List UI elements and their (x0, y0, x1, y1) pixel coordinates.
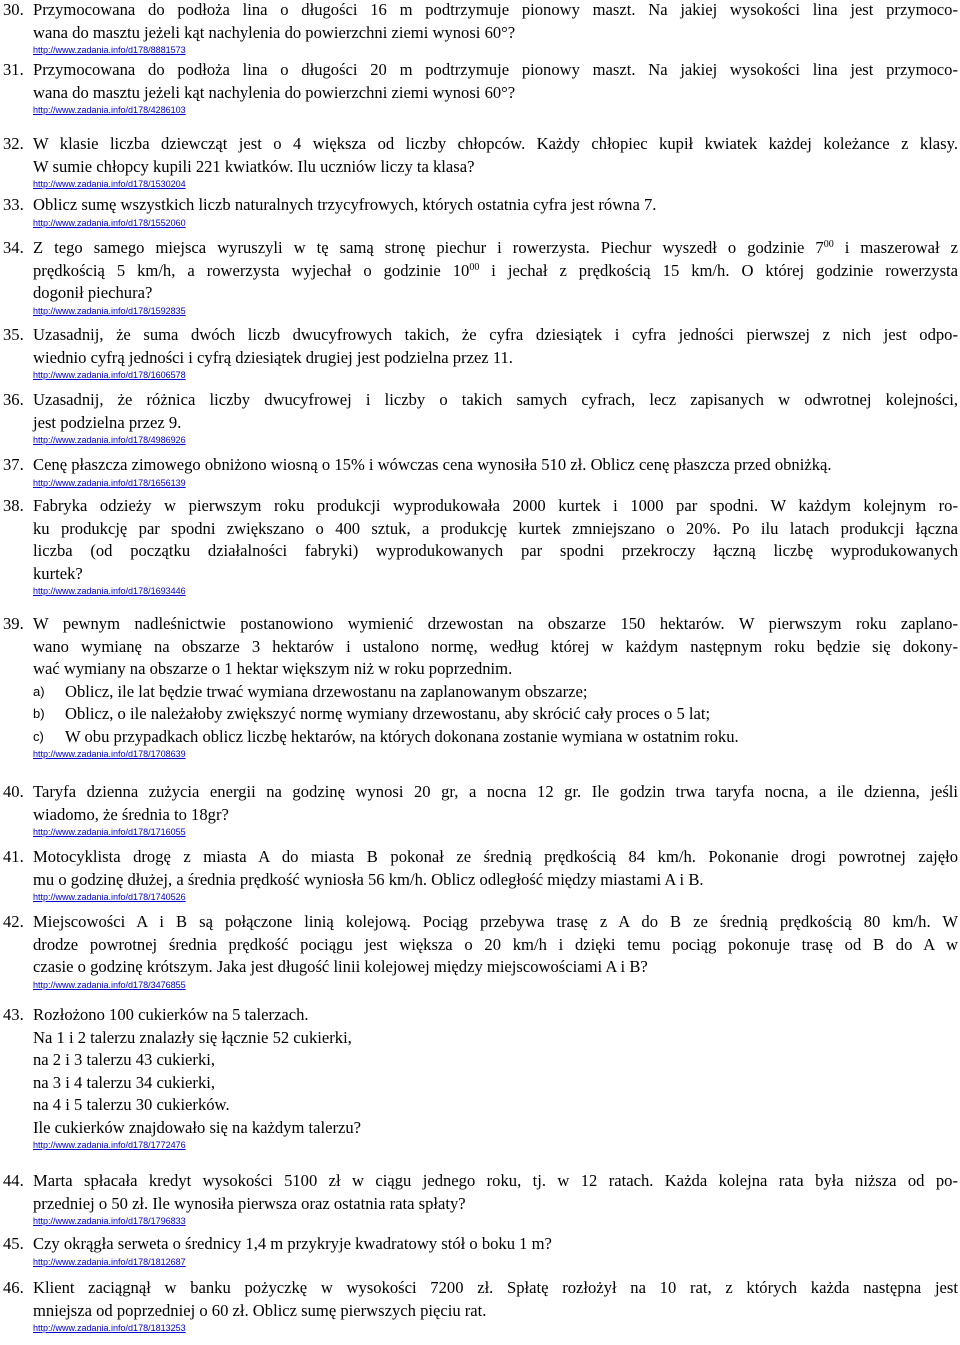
text-line: Przymocowana do podłoża lina o długości 20 m podtrzymuje pionowy maszt. Na jakiej wysokości lina jest przymoco- (33, 60, 958, 79)
sub-question (33, 703, 958, 726)
problem-link[interactable]: http://www.zadania.info/d178/1693446 (33, 586, 186, 596)
sub-question-label: b) (33, 706, 45, 721)
problem-number: 38. (3, 496, 24, 515)
problem-number: 40. (3, 782, 24, 801)
sub-question (33, 681, 958, 704)
text-line: Miejscowości A i B są połączone linią kolejową. Pociąg przebywa trasę z A do B ze średnią prędkością 80 km/h. W (33, 912, 958, 931)
text-line: Taryfa dzienna zużycia energii na godzinę wynosi 20 gr, a nocna 12 gr. Ile godzin trwa taryfa nocna, a ile dzienna, jeśli (33, 782, 958, 801)
problem-text (33, 454, 958, 490)
problem-text (33, 324, 958, 382)
text-line: Czy okrągła serweta o średnicy 1,4 m przykryje kwadratowy stół o boku 1 m? (33, 1234, 552, 1253)
problem-link[interactable]: http://www.zadania.info/d178/1606578 (33, 370, 186, 380)
sub-question-text: Oblicz, ile lat będzie trwać wymiana drzewostanu na zaplanowanym obszarze; (65, 681, 588, 701)
text-line: Klient zaciągnął w banku pożyczkę w wysokości 7200 zł. Spłatę rozłożył na 10 rat, z których każda następna jest (33, 1278, 958, 1297)
text-line: Na 1 i 2 talerzu znalazły się łącznie 52 cukierki, (33, 1027, 352, 1047)
text-line: mniejsza od poprzedniej o 60 zł. Oblicz sumę pierwszych pięciu rat. (33, 1300, 487, 1320)
problem-number: 34. (3, 238, 24, 257)
problem-text (33, 0, 958, 57)
problem-number: 46. (3, 1278, 24, 1297)
problem-number: 32. (3, 134, 24, 153)
problem-link[interactable]: http://www.zadania.info/d178/8881573 (33, 45, 186, 55)
text-line: na 2 i 3 talerzu 43 cukierki, (33, 1050, 216, 1069)
text-line: Przymocowana do podłoża lina o długości 16 m podtrzymuje pionowy maszt. Na jakiej wysokości lina jest przymoco- (33, 0, 958, 19)
superscript: 00 (469, 261, 480, 273)
problem-number: 37. (3, 455, 24, 474)
sub-question (33, 726, 958, 749)
problem-link[interactable]: http://www.zadania.info/d178/1796833 (33, 1216, 186, 1226)
text-line: wana do masztu jeżeli kąt nachylenia do powierzchni ziemi wynosi 60°? (33, 82, 516, 102)
text-line: Fabryka odzieży w pierwszym roku produkcji wyprodukowała 2000 kurtek i 1000 par spodni. W każdym kolejnym ro- (33, 496, 958, 515)
problem-link[interactable]: http://www.zadania.info/d178/1656139 (33, 477, 186, 488)
text-line: wiadomo, że średnia to 18gr? (33, 804, 229, 824)
text-line: Rozłożono 100 cukierków na 5 talerzach. (33, 1005, 309, 1024)
text-line: Motocyklista drogę z miasta A do miasta B pokonał ze średnią prędkością 84 km/h. Pokonanie drogi powrotnej zajęło (33, 847, 958, 866)
problem-number: 42. (3, 912, 24, 931)
sub-question-label: c) (33, 728, 44, 744)
text-line: drodze powrotnej średnia prędkość pociągu jest większa o 20 km/h i dzięki temu pociąg pokonuje trasę od B do A w (33, 934, 958, 954)
problem-link[interactable]: http://www.zadania.info/d178/1716055 (33, 827, 186, 837)
text-line: Oblicz sumę wszystkich liczb naturalnych trzycyfrowych, których ostatnia cyfra jest równa 7. (33, 195, 657, 214)
problem-text (33, 781, 958, 839)
problem-number: 41. (3, 847, 24, 866)
problem-text (33, 1170, 958, 1228)
problem-link[interactable]: http://www.zadania.info/d178/4286103 (33, 105, 186, 115)
text-line: Uzasadnij, że różnica liczby dwucyfrowej i liczby o takich samych cyfrach, lecz zapisanych w odwrotnej kolejności, (33, 390, 958, 409)
problem-text (33, 911, 958, 992)
problem-number: 31. (3, 60, 24, 79)
problem-number: 39. (3, 614, 24, 633)
text-line: W pewnym nadleśnictwie postanowiono wymienić drzewostan na obszarze 150 hektarów. W pierwszym roku zaplano- (33, 614, 958, 633)
text-line: wać wymiany na obszarze o 1 hektar większym niż w roku poprzednim. (33, 659, 513, 678)
problem-text (33, 613, 958, 761)
problem-link[interactable]: http://www.zadania.info/d178/1812687 (33, 1256, 186, 1267)
text-line: wiednio cyfrą jedności i cyfrą dziesiątek drugiej jest podzielna przez 11. (33, 347, 513, 367)
text-line: Ile cukierków znajdowało się na każdym talerzu? (33, 1117, 362, 1137)
text-line: czasie o godzinę krótszym. Jaka jest długość linii kolejowej między miejscowościami A i B? (33, 957, 648, 976)
problem-number: 44. (3, 1171, 24, 1190)
problem-number: 43. (3, 1005, 24, 1024)
text-line: na 4 i 5 talerzu 30 cukierków. (33, 1095, 230, 1114)
text-line: mu o godzinę dłużej, a średnia prędkość wyniosła 56 km/h. Oblicz odległość między miastami A i B. (33, 869, 704, 889)
problem-text (33, 237, 958, 318)
problem-number: 30. (3, 0, 24, 19)
problem-text (33, 389, 958, 447)
problem-link[interactable]: http://www.zadania.info/d178/1813253 (33, 1323, 186, 1333)
text-line: Cenę płaszcza zimowego obniżono wiosną o 15% i wówczas cena wynosiła 510 zł. Oblicz cenę płaszcza przed obniżką. (33, 455, 832, 474)
problem-text (33, 133, 958, 191)
sub-question-label: a) (33, 683, 45, 699)
text-line: Marta spłacała kredyt wysokości 5100 zł w ciągu jednego roku, tj. w 12 ratach. Każda kolejna rata była niższa od po- (33, 1171, 958, 1190)
problem-link[interactable]: http://www.zadania.info/d178/4986926 (33, 435, 186, 445)
text-line: W klasie liczba dziewcząt jest o 4 większa od liczby chłopców. Każdy chłopiec kupił kwiatek każdej koleżance z klasy. (33, 134, 958, 153)
problem-link[interactable]: http://www.zadania.info/d178/1708639 (33, 749, 186, 759)
text-line: kurtek? (33, 563, 83, 583)
problem-link[interactable]: http://www.zadania.info/d178/1552060 (33, 217, 186, 228)
text-line: Z tego samego miejsca wyruszyli w tę samą stronę piechur i rowerzysta. Piechur wyszedł o godzinie $7^{00}$ i maszerował z (33, 238, 958, 257)
problem-text (33, 1277, 958, 1335)
problem-link[interactable]: http://www.zadania.info/d178/1740526 (33, 892, 186, 902)
text-line: prędkością 5 km/h, a rowerzysta wyjechał o godzinie $10^{00}$ i jechał z prędkością 15 km/h. O której godzinie rowerzysta (33, 260, 958, 280)
text-line: ku produkcję par spodni zwiększano o 400 sztuk, a produkcję kurtek zmniejszano o 20%. Po ilu latach produkcji łączna (33, 518, 958, 538)
superscript: 00 (823, 239, 834, 250)
problem-number: 36. (3, 390, 24, 409)
problem-link[interactable]: http://www.zadania.info/d178/1772476 (33, 1140, 186, 1150)
problem-number: 35. (3, 325, 24, 344)
text-line: Uzasadnij, że suma dwóch liczb dwucyfrowych takich, że cyfra dziesiątek i cyfra jedności pierwszej z nich jest odpo- (33, 325, 958, 344)
text-line: W sumie chłopcy kupili 221 kwiatków. Ilu uczniów liczy ta klasa? (33, 156, 475, 176)
text-line: wano wymianę na obszarze 3 hektarów i ustalono normę, według której w każdym następnym roku będzie się dokony- (33, 636, 958, 656)
problem-text (33, 59, 958, 117)
text-line: przedniej o 50 zł. Ile wynosiła pierwsza oraz ostatnia rata spłaty? (33, 1193, 466, 1213)
problem-text (33, 1233, 958, 1269)
problem-text (33, 1004, 958, 1152)
sub-question-text: Oblicz, o ile należałoby zwiększyć normę wymiany drzewostanu, aby skrócić cały proces o 5 lat; (65, 704, 711, 723)
sub-question-text: W obu przypadkach oblicz liczbę hektarów, na których dokonana zostanie wymiana w ostatnim roku. (65, 726, 739, 746)
problem-link[interactable]: http://www.zadania.info/d178/1530204 (33, 179, 186, 189)
problem-number: 45. (3, 1234, 24, 1253)
text-line: liczba (od początku działalności fabryki) wyprodukowanych par spodni przekroczy łączną liczbę wyprodukowanych (33, 541, 958, 560)
problem-text (33, 194, 958, 230)
problem-link[interactable]: http://www.zadania.info/d178/1592835 (33, 305, 186, 316)
text-line: dogonił piechura? (33, 283, 153, 302)
problem-text (33, 495, 958, 598)
text-line: na 3 i 4 talerzu 34 cukierki, (33, 1072, 216, 1092)
text-line: jest podzielna przez 9. (33, 412, 182, 432)
problem-link[interactable]: http://www.zadania.info/d178/3476855 (33, 979, 186, 990)
text-line: wana do masztu jeżeli kąt nachylenia do powierzchni ziemi wynosi 60°? (33, 22, 516, 42)
problem-text (33, 846, 958, 904)
problem-number: 33. (3, 195, 24, 214)
